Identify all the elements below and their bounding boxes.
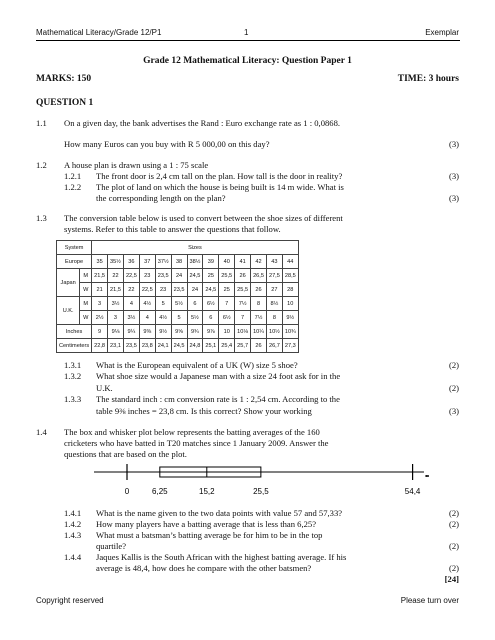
q1-3-2-number: 1.3.2	[64, 371, 82, 381]
table-cell: 25	[203, 269, 219, 283]
table-cell: 3	[108, 311, 124, 325]
plot-label-min: 0	[124, 487, 130, 496]
table-cell: 3	[92, 297, 108, 311]
table-cell: 25,7	[235, 339, 251, 353]
q1-3-1-number: 1.3.1	[64, 360, 82, 370]
table-cell: 37	[139, 255, 155, 269]
q1-1-mark: (3)	[448, 139, 459, 149]
men-label: M	[80, 269, 92, 283]
q1-4-4-text-line2: average is 48,4, how does he compare with the other batsmen?	[96, 563, 312, 573]
table-cell: 22,5	[123, 269, 139, 283]
q1-3-text-line2: systems. Refer to this table to answer the questions that follow.	[64, 224, 281, 234]
q1-4-number: 1.4	[36, 427, 47, 437]
table-cell: 38½	[187, 255, 203, 269]
question-heading: QUESTION 1	[36, 98, 94, 108]
table-cell: 9⅜	[139, 325, 155, 339]
q1-3-2-mark: (2)	[448, 383, 459, 393]
table-cell: 5	[171, 311, 187, 325]
table-cell: 25,1	[203, 339, 219, 353]
table-cell: 23,5	[123, 339, 139, 353]
q1-1-question: How many Euros can you buy with R 5 000,00 on this day?	[64, 139, 270, 149]
table-cell: 25,4	[219, 339, 235, 353]
q1-3-3-number: 1.3.3	[64, 394, 82, 404]
q1-4-4-number: 1.4.4	[64, 552, 82, 562]
table-cell: 9⅛	[108, 325, 124, 339]
table-row	[57, 255, 299, 269]
table-cell: 25	[219, 283, 235, 297]
q1-4-2-text: How many players have a batting average that is less than 6,25?	[96, 519, 317, 529]
table-cell: 28	[282, 283, 298, 297]
table-cell: 26,7	[266, 339, 282, 353]
table-cell: 22	[108, 269, 124, 283]
q1-2-2-number: 1.2.2	[64, 182, 82, 192]
table-cell: 9½	[155, 325, 171, 339]
table-cell: 5	[155, 297, 171, 311]
table-cell: 9½	[282, 311, 298, 325]
q1-2-2-text-line2: the corresponding length on the plan?	[96, 193, 226, 203]
table-cell: 9⅝	[171, 325, 187, 339]
table-cell: 7	[235, 311, 251, 325]
table-cell: 35½	[108, 255, 124, 269]
q1-3-3-text-line1: The standard inch : cm conversion rate is 1 : 2,54 cm. According to the	[96, 394, 340, 404]
plot-label-q3: 25,5	[253, 487, 269, 496]
q1-3-number: 1.3	[36, 213, 47, 223]
q1-4-text-line2: cricketers who have batted in T20 matches since 1 January 2009. Answer the	[64, 438, 329, 448]
table-cell: 23	[155, 283, 171, 297]
uk-label: U.K.	[57, 297, 80, 325]
table-row	[57, 297, 299, 311]
table-cell: 5½	[171, 297, 187, 311]
men-label: M	[80, 297, 92, 311]
q1-3-text-line1: The conversion table below is used to convert between the shoe sizes of different	[64, 213, 343, 223]
header-subject: Mathematical Literacy/Grade 12/P1	[36, 28, 162, 37]
table-cell: 3½	[108, 297, 124, 311]
shoe-size-conversion-table	[56, 240, 299, 353]
table-cell: 21	[92, 283, 108, 297]
table-cell: 6½	[219, 311, 235, 325]
marks-label: MARKS: 150	[36, 74, 92, 84]
q1-3-3-mark: (3)	[448, 406, 459, 416]
table-cell: 3½	[123, 311, 139, 325]
table-cell: 2½	[92, 311, 108, 325]
japan-label: Japan	[57, 269, 80, 297]
table-cell: 26	[251, 339, 267, 353]
q1-3-1-text: What is the European equivalent of a UK (W) size 5 shoe?	[96, 360, 298, 370]
table-cell: 6½	[203, 297, 219, 311]
table-cell: 26,5	[251, 269, 267, 283]
table-cell: 10	[282, 297, 298, 311]
q1-3-2-text-line2: U.K.	[96, 383, 113, 393]
table-cell: 22	[123, 283, 139, 297]
table-cell: 25,5	[219, 269, 235, 283]
table-cell: 8	[266, 311, 282, 325]
table-cell: 42	[251, 255, 267, 269]
table-cell: 4	[123, 297, 139, 311]
q1-4-2-mark: (2)	[448, 519, 459, 529]
table-cell: 9	[92, 325, 108, 339]
table-row	[57, 339, 299, 353]
q1-4-4-text-line1: Jaques Kallis is the South African with the highest batting average. If his	[96, 552, 347, 562]
header-page-number: 1	[244, 28, 249, 37]
table-cell: 38	[171, 255, 187, 269]
q1-2-1-text: The front door is 2,4 cm tall on the plan. How tall is the door in reality?	[96, 171, 343, 181]
table-cell: 23,8	[139, 339, 155, 353]
table-cell: 23,1	[108, 339, 124, 353]
table-cell: 6	[203, 311, 219, 325]
women-label: W	[80, 283, 92, 297]
table-cell: 35	[92, 255, 108, 269]
q1-2-number: 1.2	[36, 160, 47, 170]
outlier-point	[427, 475, 429, 477]
table-cell: 26	[251, 283, 267, 297]
footer-turn-over: Please turn over	[400, 596, 459, 605]
time-label: TIME: 3 hours	[397, 74, 459, 84]
plot-label-median: 15,2	[199, 487, 215, 496]
outlier-point	[425, 475, 427, 477]
table-cell: 36	[123, 255, 139, 269]
plot-label-max: 54,4	[404, 487, 421, 496]
header-rule	[36, 40, 460, 41]
q1-1-number: 1.1	[36, 118, 47, 128]
table-cell: 22,5	[139, 283, 155, 297]
table-cell: 23	[139, 269, 155, 283]
table-cell: 5½	[187, 311, 203, 325]
table-cell: 37½	[155, 255, 171, 269]
table-cell: 10⅛	[235, 325, 251, 339]
table-cell: 23,5	[171, 283, 187, 297]
table-cell: 10½	[266, 325, 282, 339]
q1-4-text-line3: questions that are based on the plot.	[64, 449, 187, 459]
table-row	[57, 325, 299, 339]
table-row	[57, 311, 299, 325]
table-cell: 4	[139, 311, 155, 325]
table-cell: 24,1	[155, 339, 171, 353]
table-cell: 24,5	[203, 283, 219, 297]
table-cell: 24	[171, 269, 187, 283]
table-cell: 26	[235, 269, 251, 283]
q1-2-2-mark: (3)	[448, 193, 459, 203]
table-cell: 40	[219, 255, 235, 269]
table-cell: 10¾	[282, 325, 298, 339]
q1-2-1-mark: (3)	[448, 171, 459, 181]
q1-4-3-text-line1: What must a batsman’s batting average be for him to be in the top	[96, 530, 323, 540]
table-cell: 22,8	[92, 339, 108, 353]
q1-2-text: A house plan is drawn using a 1 : 75 scale	[64, 160, 209, 170]
plot-label-q1: 6,25	[152, 487, 168, 496]
q1-4-3-mark: (2)	[448, 541, 459, 551]
table-cell: 44	[282, 255, 298, 269]
q1-3-2-text-line1: What shoe size would a Japanese man with a size 24 foot ask for in the	[96, 371, 341, 381]
table-cell: 28,5	[282, 269, 298, 283]
table-cell: 10	[219, 325, 235, 339]
q1-2-1-number: 1.2.1	[64, 171, 82, 181]
table-cell: 24,5	[171, 339, 187, 353]
q1-1-text: On a given day, the bank advertises the Rand : Euro exchange rate as 1 : 0,0868.	[64, 118, 341, 128]
table-cell: 25,5	[235, 283, 251, 297]
table-cell: 9¼	[123, 325, 139, 339]
table-cell: 21,5	[92, 269, 108, 283]
table-cell: 41	[235, 255, 251, 269]
q1-4-2-number: 1.4.2	[64, 519, 82, 529]
q1-4-4-mark: (2)	[448, 563, 459, 573]
system-header: System	[57, 241, 92, 255]
inches-label: Inches	[57, 325, 92, 339]
paper-title: Grade 12 Mathematical Literacy: Question Paper 1	[143, 56, 352, 66]
q1-4-1-mark: (2)	[448, 508, 459, 518]
table-cell: 10¼	[251, 325, 267, 339]
table-cell: 27,5	[266, 269, 282, 283]
question-total: [24]	[444, 574, 459, 584]
table-row	[57, 283, 299, 297]
table-cell: 24,8	[187, 339, 203, 353]
q1-4-text-line1: The box and whisker plot below represents the batting averages of the 160	[64, 427, 320, 437]
table-cell: 21,5	[108, 283, 124, 297]
table-cell: 8	[251, 297, 267, 311]
q1-3-3-text-line2: table 9⅜ inches = 23,8 cm. Is this correct? Show your working	[96, 406, 312, 416]
q1-4-3-text-line2: quartile?	[96, 541, 127, 551]
table-cell: 6	[187, 297, 203, 311]
q1-4-1-number: 1.4.1	[64, 508, 82, 518]
table-cell: 4½	[155, 311, 171, 325]
table-cell: 8½	[266, 297, 282, 311]
table-cell: 24	[187, 283, 203, 297]
europe-label: Europe	[57, 255, 92, 269]
q1-4-1-text: What is the name given to the two data points with value 57 and 57,33?	[96, 508, 343, 518]
table-cell: 27	[266, 283, 282, 297]
table-cell: 27,3	[282, 339, 298, 353]
q1-2-2-text-line1: The plot of land on which the house is being built is 14 m wide. What is	[96, 182, 344, 192]
header-exemplar: Exemplar	[425, 28, 459, 37]
table-row	[57, 269, 299, 283]
table-cell: 43	[266, 255, 282, 269]
table-cell: 39	[203, 255, 219, 269]
table-cell: 7½	[251, 311, 267, 325]
table-cell: 9¾	[187, 325, 203, 339]
table-cell: 4½	[139, 297, 155, 311]
box-whisker-plot	[36, 460, 460, 500]
footer-copyright: Copyright reserved	[36, 596, 104, 605]
table-cell: 7	[219, 297, 235, 311]
table-cell: 9⅞	[203, 325, 219, 339]
q1-4-3-number: 1.4.3	[64, 530, 82, 540]
q1-3-1-mark: (2)	[448, 360, 459, 370]
table-cell: 23,5	[155, 269, 171, 283]
table-cell: 7½	[235, 297, 251, 311]
table-cell: 24,5	[187, 269, 203, 283]
sizes-header: Sizes	[92, 241, 299, 255]
centimeters-label: Centimeters	[57, 339, 92, 353]
women-label: W	[80, 311, 92, 325]
